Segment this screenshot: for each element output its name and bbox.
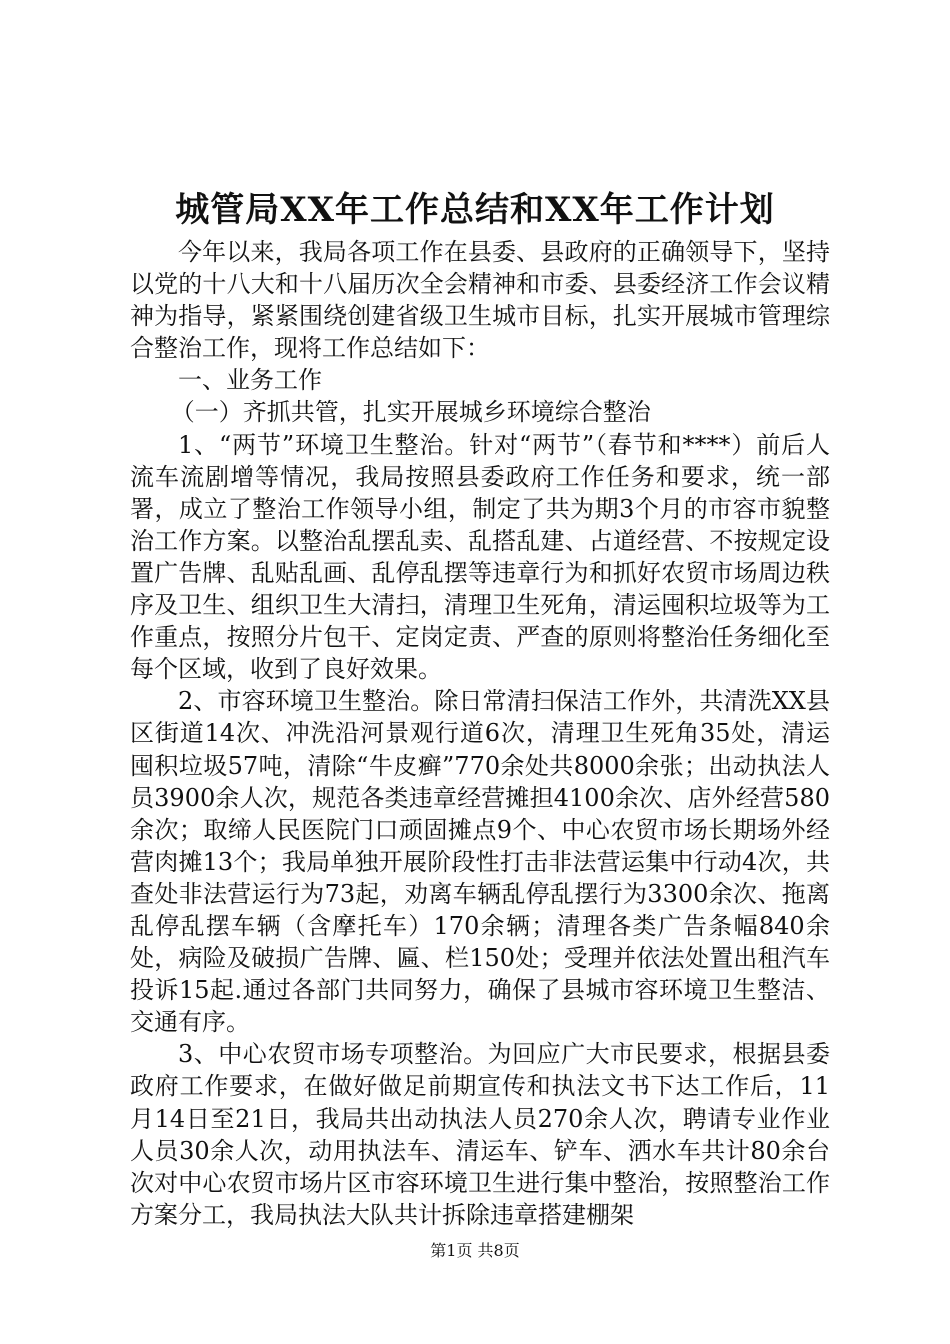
intro-paragraph: 今年以来，我局各项工作在县委、县政府的正确领导下，坚持以党的十八大和十八届历次全会精神和市委、县委经济工作会议精神为指导，紧紧围绕创建省级卫生城市目标，扎实开展城市管理综合整治工作，现将工作总结如下：	[130, 238, 830, 363]
page-footer: 第1页 共8页	[430, 1241, 520, 1260]
section-heading: 一、业务工作	[178, 366, 322, 395]
document-body	[130, 236, 830, 1231]
item-paragraph-1: 1、“两节”环境卫生整治。针对“两节”（春节和****）前后人流车流剧增等情况，我局按照县委政府工作任务和要求，统一部署，成立了整治工作领导小组，制定了共为期3个月的市容市貌整治工作方案。以整治乱摆乱卖、乱搭乱建、占道经营、不按规定设置广告牌、乱贴乱画、乱停乱摆等违章行为和抓好农贸市场周边秩序及卫生、组织卫生大清扫，清理卫生死角，清运囤积垃圾等为工作重点，按照分片包干、定岗定责、严查的原则将整治任务细化至每个区域，收到了良好效果。	[130, 430, 830, 684]
document-title: 城管局XX年工作总结和XX年工作计划	[175, 190, 775, 230]
subsection-heading: （一）齐抓共管，扎实开展城乡环境综合整治	[170, 398, 651, 427]
item-paragraph-3: 3、中心农贸市场专项整治。为回应广大市民要求，根据县委政府工作要求，在做好做足前期宣传和执法文书下达工作后，11月14日至21日，我局共出动执法人员270余人次，聘请专业作业人员30余人次，动用执法车、清运车、铲车、洒水车共计80余台次对中心农贸市场片区市容环境卫生进行集中整治，按照整治工作方案分工，我局执法大队共计拆除违章搭建棚架	[130, 1040, 830, 1229]
item-paragraph-2: 2、市容环境卫生整治。除日常清扫保洁工作外，共清洗XX县区街道14次、冲洗沿河景观行道6次，清理卫生死角35处，清运囤积垃圾57吨，清除“牛皮癣”770余处共8000余张；出动执法人员3900余人次，规范各类违章经营摊担4100余次、店外经营580余次；取缔人民医院门口顽固摊点9个、中心农贸市场长期场外经营肉摊13个；我局单独开展阶段性打击非法营运集中行动4次，共查处非法营运行为73起，劝离车辆乱停乱摆行为3300余次、拖离乱停乱摆车辆（含摩托车）170余辆；清理各类广告条幅840余处，病险及破损广告牌、匾、栏150处；受理并依法处置出租汽车投诉15起.通过各部门共同努力，确保了县城市容环境卫生整洁、交通有序。	[130, 687, 830, 1037]
